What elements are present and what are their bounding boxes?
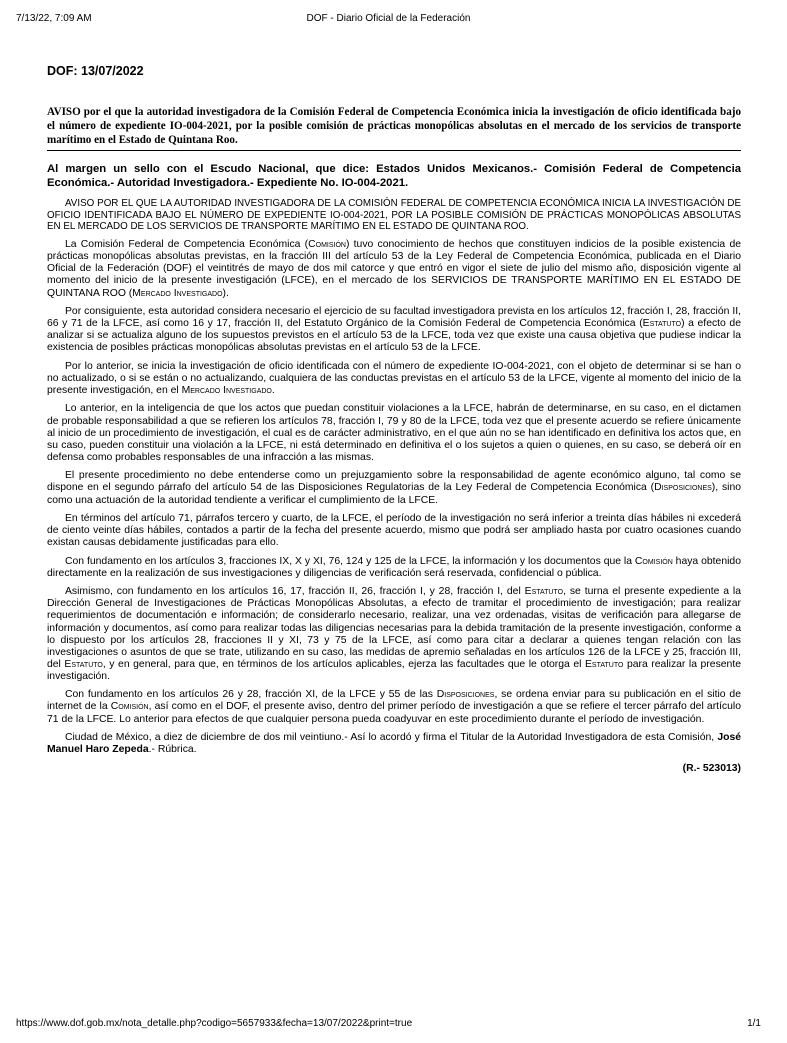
paragraph-2 (47, 306, 741, 354)
text-run: Asimismo, con fundamento en los artículos 16, 17, fracción II, 26, fracción I, y 28, fracción I, del (65, 586, 525, 598)
text-run: Ciudad de México, a diez de diciembre de dos mil veintiuno.- Así lo acordó y firma el Titular de la Autoridad Investigadora de esta Comisión, (65, 732, 718, 744)
text-run: , se turna el presente expediente a la Dirección General de Investigaciones de Prácticas Monopólicas Absolutas, a efecto de tramitar el procedimiento de investigación; para realizar requerimientos de documentación e información; de considerarlo necesario, realizar, una vez ordenadas, visitas de verificación para allegarse de información y documentos, así como para realizar todas las diligencias necesarias para la debida tramitación de la presente investigación, conforme a lo dispuesto por los artículos 28, fracciones II y XI, 73 y 75 de la LFCE, así como para citar a declarar a quienes tengan relación con las investigaciones o asuntos de que se trate, utilizando en su caso, las medidas de apremio señaladas en los artículos 126 de la LFCE y 25, fracción III, del (47, 586, 741, 670)
text-run: ). (222, 287, 229, 299)
margin-note: Al margen un sello con el Escudo Nacional, que dice: Estados Unidos Mexicanos.- Comisión Federal de Competencia Económica.- Autoridad Investigadora.- Expediente No. IO-004-2021. (47, 163, 741, 189)
print-page-title: DOF - Diario Oficial de la Federación (306, 13, 471, 24)
text-run: Con fundamento en los artículos 3, fracciones IX, X y XI, 76, 124 y 125 de la LFCE, la información y los documentos que la (65, 555, 635, 567)
defined-term: Disposiciones (654, 482, 712, 494)
defined-term: Mercado Investigado (132, 287, 223, 299)
document-title: AVISO por el que la autoridad investigadora de la Comisión Federal de Competencia Económica inicia la investigación de oficio identificada bajo el número de expediente IO-004-2021, por la posible comisión de prácticas monopólicas absolutas en el mercado de los servicios de transporte marítimo en el Estado de Quintana Roo. (47, 105, 741, 151)
defined-term: Estatuto (524, 586, 564, 598)
text-run: Con fundamento en los artículos 26 y 28, fracción XI, de la LFCE y 55 de las (65, 689, 437, 701)
publication-reference: (R.- 523013) (682, 762, 741, 774)
defined-term: Comisión (110, 701, 149, 713)
text-run: para realizar la presente investigación. (47, 658, 741, 682)
print-header (16, 13, 761, 27)
text-run: La Comisión Federal de Competencia Económica ( (65, 239, 309, 251)
signature-paragraph (47, 732, 741, 756)
text-run: , así como en el DOF, el presente aviso, dentro del primer período de investigación a que se refiere el tercer párrafo del artículo 71 de la LFCE. Lo anterior para efectos de que cualquier persona pueda coadyuvar en este procedimiento durante el período de investigación. (47, 701, 741, 725)
paragraph-5 (47, 470, 741, 506)
paragraph-9 (47, 689, 741, 725)
print-url: https://www.dof.gob.mx/nota_detalle.php?codigo=5657933&fecha=13/07/2022&print=true (16, 1018, 413, 1029)
signer-name: José Manuel Haro Zepeda (47, 732, 741, 756)
paragraph-4: Lo anterior, en la inteligencia de que los actos que puedan constituir violaciones a la LFCE, habrán de determinarse, en su caso, en el dictamen de probable responsabilidad a que se refieren los artículos 78, fracción I, 79 y 80 de la LFCE, toda vez que el presente acuerdo se refiere únicamente al inicio de un procedimiento de investigación, el cual es de carácter administrativo, en el que aún no se han identificado en definitiva los actos que, en su caso, pueden constituir una violación a la LFCE, ni está determinado en definitiva el o los sujetos a quien o quienes, en su caso, se deberá oír en defensa como probables responsables de una infracción a las mismas. (47, 403, 741, 463)
paragraph-6: En términos del artículo 71, párrafos tercero y cuarto, de la LFCE, el período de la investigación no será inferior a treinta días hábiles ni excederá de ciento veinte días hábiles, contados a partir de la fecha del presente acuerdo, mismo que podrá ser ampliado hasta por cuatro ocasiones cuando existan causas debidamente justificadas para ello. (47, 513, 741, 549)
text-run: haya obtenido directamente en la realización de sus investigaciones y diligencias de verificación será reservada, confidencial o pública. (47, 555, 741, 579)
text-run: ) a efecto de analizar si se actualiza alguno de los supuestos previstos en el artículo 53 de la LFCE, toda vez que existe una causa objetiva que pudiese indicar la existencia de posibles prácticas monopólicas absolutas previstas en el artículo 53 de la LFCE. (47, 318, 741, 354)
text-run: , se ordena enviar para su publicación en el sitio de internet de la (47, 689, 741, 713)
dof-date: DOF: 13/07/2022 (47, 64, 144, 78)
text-run: El presente procedimiento no debe entenderse como un prejuzgamiento sobre la responsabilidad de agente económico alguno, tal como se dispone en el segundo párrafo del artículo 54 de las Disposiciones Regulatorias de la Ley Federal de Competencia Económica ( (47, 470, 741, 494)
paragraph-1 (47, 239, 741, 299)
print-footer (16, 1018, 761, 1032)
text-run: , y en general, para que, en términos de los artículos aplicables, ejerza las facultades que le otorga el (102, 658, 585, 670)
paragraph-7 (47, 556, 741, 580)
caps-paragraph: AVISO POR EL QUE LA AUTORIDAD INVESTIGADORA DE LA COMISIÓN FEDERAL DE COMPETENCIA ECONÓMICA INICIA LA INVESTIGACIÓN DE OFICIO IDENTIFICADA BAJO EL NÚMERO DE EXPEDIENTE IO-004-2021, POR LA POSIBLE COMISIÓN DE PRÁCTICAS MONOPÓLICAS ABSOLUTAS EN EL MERCADO DE LOS SERVICIOS DE TRANSPORTE MARÍTIMO EN EL ESTADO DE QUINTANA ROO. (47, 198, 741, 233)
defined-term: Comisión (308, 239, 346, 251)
text-run: Por lo anterior, se inicia la investigación de oficio identificada con el número de expediente IO-004-2021, con el objeto de determinar si se han o no actualizado, o si se están o no actualizando, cualquiera de las conductas previstas en el artículo 53 de la LFCE, vigente al momento del inicio de la presente investigación, en el (47, 360, 741, 396)
defined-term: Estatuto (584, 658, 624, 670)
defined-term: Comisión (634, 555, 673, 567)
defined-term: Estatuto (642, 318, 682, 330)
text-run: ) tuvo conocimiento de hechos que constituyen indicios de la posible existencia de prácticas monopólicas absolutas previstas, en la fracción III del artículo 53 de la Ley Federal de Competencia Económica, publicada en el Diario Oficial de la Federación (DOF) el veintitrés de mayo de dos mil catorce y que entró en vigor el siete de julio del mismo año, disposición vigente al momento del inicio de la presente investigación (LFCE), en el mercado de los SERVICIOS DE TRANSPORTE MARÍTIMO EN EL ESTADO DE QUINTANA ROO ( (47, 239, 741, 299)
text-run: .- Rúbrica. (148, 744, 197, 756)
defined-term: Estatuto (64, 658, 103, 670)
text-run: . (271, 384, 275, 396)
defined-term: Disposiciones (436, 689, 495, 701)
paragraph-3 (47, 361, 741, 397)
text-run: ), sino como una actuación de la autoridad tendiente a verificar el cumplimiento de la LFCE. (47, 482, 742, 506)
defined-term: Mercado Investigado (181, 384, 272, 396)
print-page-counter: 1/1 (747, 1018, 761, 1029)
document-body (47, 198, 741, 781)
paragraph-8 (47, 586, 741, 683)
print-datetime: 7/13/22, 7:09 AM (16, 13, 92, 24)
text-run: Por consiguiente, esta autoridad considera necesario el ejercicio de su facultad investigadora prevista en los artículos 12, fracción I, 28, fracción II, 66 y 71 de la LFCE, así como 16 y 17, fracción II, del Estatuto Orgánico de la Comisión Federal de Competencia Económica ( (47, 306, 741, 330)
